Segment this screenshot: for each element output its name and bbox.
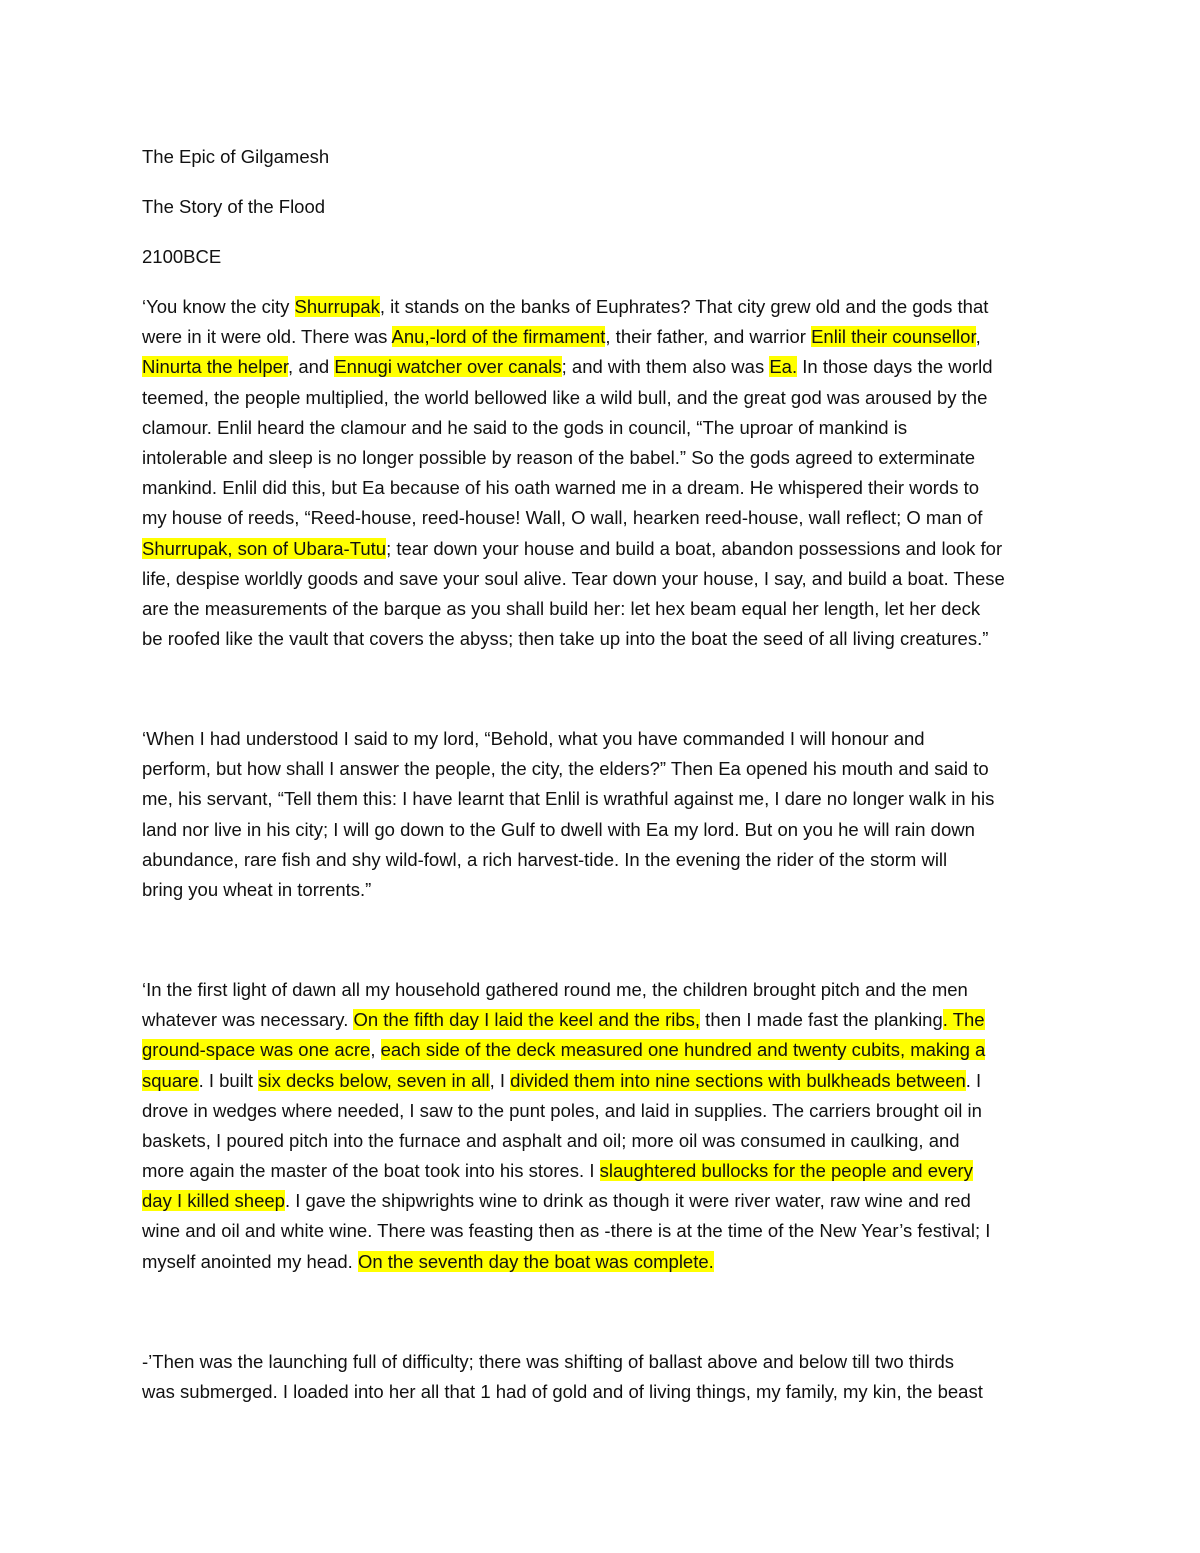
text-segment: In those days the world [797, 356, 993, 378]
text-line [142, 975, 1062, 1005]
text-segment: , and [288, 356, 335, 378]
text-segment: bring you wheat in torrents.” [142, 878, 372, 900]
text-segment: me, his servant, “Tell them this: I have learnt that Enlil is wrathful against me, I dare no longer walk in his [142, 788, 995, 810]
highlighted-text: On the seventh day the boat was complete. [357, 1250, 714, 1272]
highlighted-text: slaughtered bullocks for the people and every [599, 1160, 973, 1182]
text-segment: be roofed like the vault that covers the abyss; then take up into the boat the seed of all living creatures.” [142, 628, 989, 650]
text-line [142, 1035, 1062, 1065]
paragraph [142, 292, 1062, 654]
text-line [142, 815, 1062, 845]
paragraph-spacer [142, 674, 1062, 724]
text-line [142, 1156, 1062, 1186]
text-segment: -’Then was the launching full of difficulty; there was shifting of ballast above and below till two thirds [142, 1350, 955, 1372]
text-segment: wine and oil and white wine. There was feasting then as -there is at the time of the New Year’s festival; I [142, 1220, 991, 1242]
text-line [142, 564, 1062, 594]
text-line [142, 322, 1062, 352]
highlighted-text: Shurrupak [294, 296, 380, 317]
highlighted-text: Ennugi watcher over canals [334, 356, 562, 378]
text-line [142, 1347, 1062, 1377]
text-line [142, 1377, 1062, 1407]
text-line [142, 1186, 1062, 1216]
document-subtitle: The Story of the Flood [142, 196, 326, 217]
text-segment: abundance, rare fish and shy wild-fowl, a rich harvest-tide. In the evening the rider of the storm will [142, 848, 948, 870]
document-title: The Epic of Gilgamesh [142, 146, 330, 167]
text-segment: , their father, and warrior [605, 326, 812, 348]
highlighted-text: Ninurta the helper [142, 356, 289, 378]
text-segment: ‘When I had understood I said to my lord, “Behold, what you have commanded I will honour and [142, 728, 925, 750]
text-line [142, 754, 1062, 784]
text-line [142, 1216, 1062, 1246]
paragraph-spacer [142, 925, 1062, 975]
text-line [142, 724, 1062, 754]
text-line [142, 1005, 1062, 1035]
text-segment: more again the master of the boat took into his stores. I [142, 1160, 600, 1182]
text-segment: teemed, the people multiplied, the world bellowed like a wild bull, and the great god was aroused by the [142, 386, 988, 408]
text-line [142, 1247, 1062, 1277]
text-line [142, 594, 1062, 624]
text-segment: baskets, I poured pitch into the furnace and asphalt and oil; more oil was consumed in caulking, and [142, 1129, 960, 1151]
text-segment: was submerged. I loaded into her all that 1 had of gold and of living things, my family, my kin, the beast [142, 1380, 983, 1402]
highlighted-text: On the fifth day I laid the keel and the ribs, [353, 1009, 701, 1031]
text-segment: , I [489, 1069, 511, 1091]
text-segment: perform, but how shall I answer the people, the city, the elders?” Then Ea opened his mouth and said to [142, 758, 989, 780]
text-segment: then I made fast the planking [700, 1009, 943, 1031]
text-segment: intolerable and sleep is no longer possible by reason of the babel.” So the gods agreed to exterminate [142, 446, 976, 468]
text-segment: my house of reeds, “Reed-house, reed-house! Wall, O wall, hearken reed-house, wall reflect; O man of [142, 507, 983, 529]
highlighted-text: Anu,-lord of the firmament [391, 326, 606, 348]
text-segment: ‘You know the city [142, 296, 295, 317]
text-segment: mankind. Enlil did this, but Ea because of his oath warned me in a dream. He whispered their words to [142, 477, 980, 499]
text-line [142, 443, 1062, 473]
text-segment: , [975, 326, 981, 348]
text-segment: clamour. Enlil heard the clamour and he said to the gods in council, “The uproar of mankind is [142, 416, 908, 438]
text-segment: land nor live in his city; I will go down to the Gulf to dwell with Ea my lord. But on you he will rain down [142, 818, 975, 840]
highlighted-text: divided them into nine sections with bulkheads between [510, 1069, 966, 1091]
text-segment: drove in wedges where needed, I saw to the punt poles, and laid in supplies. The carriers brought oil in [142, 1099, 982, 1121]
highlighted-text: ground-space was one acre [142, 1039, 371, 1061]
highlighted-text: each side of the deck measured one hundred and twenty cubits, making a [380, 1039, 986, 1061]
text-line [142, 413, 1062, 443]
text-line [142, 624, 1062, 654]
document-body [142, 142, 1062, 1427]
text-segment: were in it were old. There was [142, 326, 392, 348]
highlighted-text: Ea. [769, 356, 798, 378]
text-segment: are the measurements of the barque as you shall build her: let hex beam equal her length, let her deck [142, 597, 981, 619]
text-segment: . I built [198, 1069, 259, 1091]
highlighted-text: Enlil their counsellor [811, 326, 976, 348]
text-segment: myself anointed my head. [142, 1250, 358, 1272]
text-line [142, 875, 1062, 905]
text-segment: , [370, 1039, 381, 1061]
text-segment: ‘In the first light of dawn all my household gathered round me, the children brought pitch and the men [142, 978, 968, 1000]
text-segment: . I gave the shipwrights wine to drink as though it were river water, raw wine and red [284, 1190, 971, 1212]
highlighted-text: square [142, 1069, 199, 1091]
paragraph-list [142, 292, 1062, 1407]
text-line [142, 1096, 1062, 1126]
text-line [142, 503, 1062, 533]
text-line [142, 784, 1062, 814]
highlighted-text: . The [942, 1009, 985, 1031]
text-segment: ; tear down your house and build a boat, abandon possessions and look for [386, 537, 1003, 559]
text-line [142, 1126, 1062, 1156]
text-segment: . I [965, 1069, 982, 1091]
paragraph [142, 1347, 1062, 1407]
text-line [142, 292, 1062, 322]
text-line [142, 1066, 1062, 1096]
text-segment: ; and with them also was [561, 356, 770, 378]
paragraph-spacer [142, 1297, 1062, 1347]
document-date: 2100BCE [142, 246, 222, 267]
highlighted-text: six decks below, seven in all [258, 1069, 490, 1091]
text-line [142, 534, 1062, 564]
text-segment: whatever was necessary. [142, 1009, 354, 1031]
text-line [142, 473, 1062, 503]
text-line [142, 352, 1062, 382]
text-segment: , it stands on the banks of Euphrates? That city grew old and the gods that [379, 296, 989, 317]
text-segment: life, despise worldly goods and save your soul alive. Tear down your house, I say, and build a boat. These [142, 567, 1005, 589]
paragraph [142, 724, 1062, 905]
highlighted-text: Shurrupak, son of Ubara-Tutu [142, 537, 387, 559]
highlighted-text: day I killed sheep [142, 1190, 285, 1212]
text-line [142, 383, 1062, 413]
paragraph [142, 975, 1062, 1277]
text-line [142, 845, 1062, 875]
